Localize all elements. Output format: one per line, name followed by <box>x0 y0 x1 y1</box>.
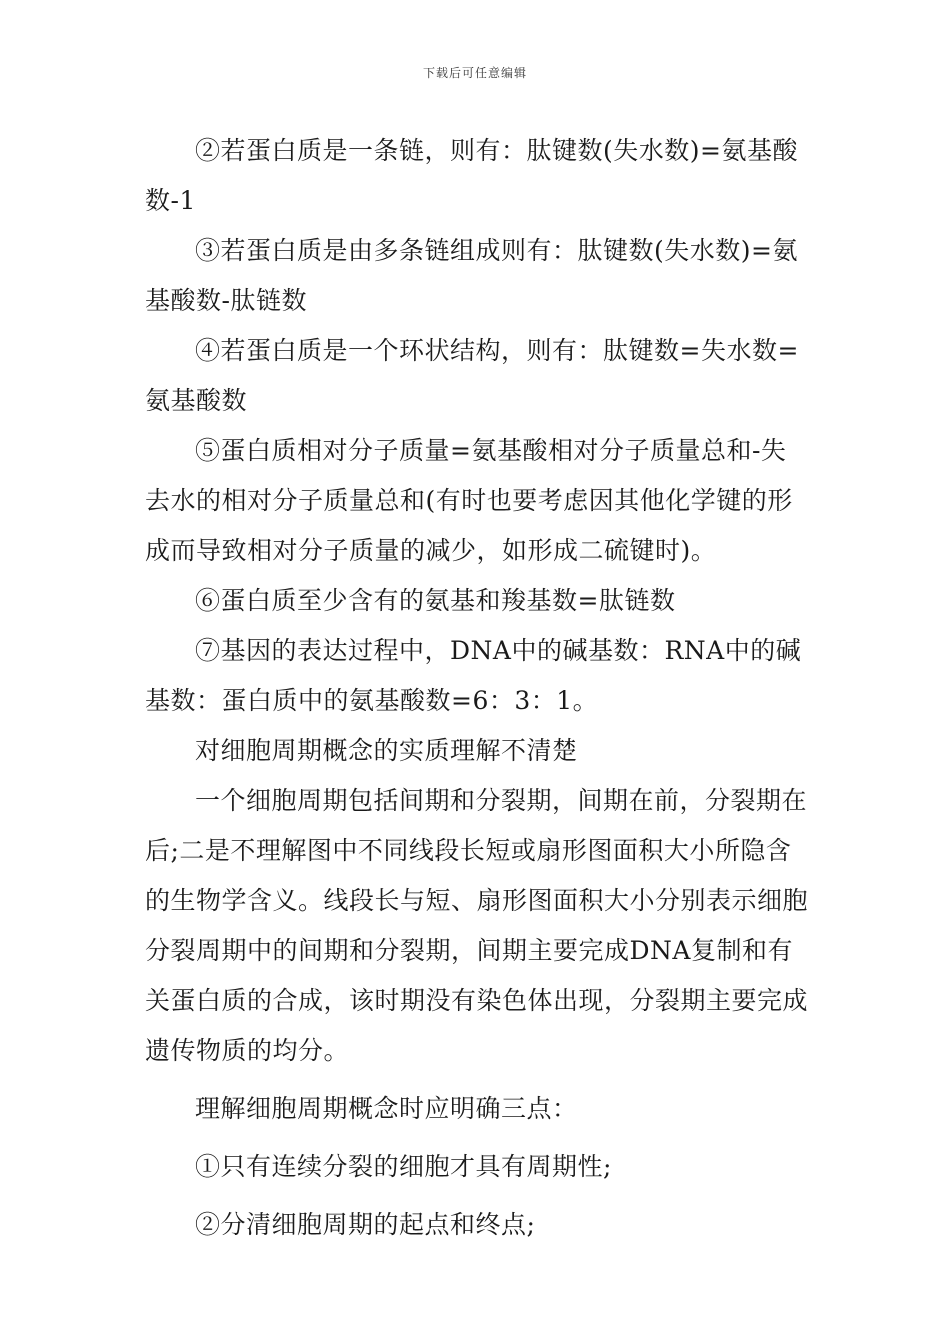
paragraph-molecular-mass: ⑤蛋白质相对分子质量=氨基酸相对分子质量总和-失去水的相对分子质量总和(有时也要考虑因其他化学键的形成而导致相对分子质量的减少，如形成二硫键时)。 <box>145 436 793 565</box>
paragraph-three-points-intro: 理解细胞周期概念时应明确三点： <box>195 1094 578 1123</box>
paragraph-cell-cycle-explanation: 一个细胞周期包括间期和分裂期，间期在前，分裂期在后;二是不理解图中不同线段长短或扇形图面积大小所隐含的生物学含义。线段长与短、扇形图面积大小分别表示细胞分裂周期中的间期和分裂期，间期主要完成DNA复制和有关蛋白质的合成，该时期没有染色体出现，分裂期主要完成遗传物质的均分。 <box>145 786 809 1065</box>
paragraph-peptide-multi-chain: ③若蛋白质是由多条链组成则有：肽键数(失水数)=氨基酸数-肽链数 <box>145 236 798 315</box>
paragraph-gene-expression-ratio: ⑦基因的表达过程中，DNA中的碱基数：RNA中的碱基数：蛋白质中的氨基酸数=6：3：1。 <box>145 636 802 715</box>
paragraph-peptide-ring: ④若蛋白质是一个环状结构，则有：肽键数=失水数=氨基酸数 <box>145 336 799 415</box>
document-body <box>145 126 809 1250</box>
paragraph-amino-carboxyl: ⑥蛋白质至少含有的氨基和羧基数=肽链数 <box>195 586 676 615</box>
page-header: 下载后可任意编辑 <box>422 66 527 80</box>
paragraph-peptide-single-chain: ②若蛋白质是一条链，则有：肽键数(失水数)=氨基酸数-1 <box>145 136 798 215</box>
list-item-point-1: ①只有连续分裂的细胞才具有周期性; <box>195 1152 612 1181</box>
section-heading-cell-cycle: 对细胞周期概念的实质理解不清楚 <box>195 736 578 765</box>
list-item-point-2: ②分清细胞周期的起点和终点; <box>195 1210 536 1239</box>
